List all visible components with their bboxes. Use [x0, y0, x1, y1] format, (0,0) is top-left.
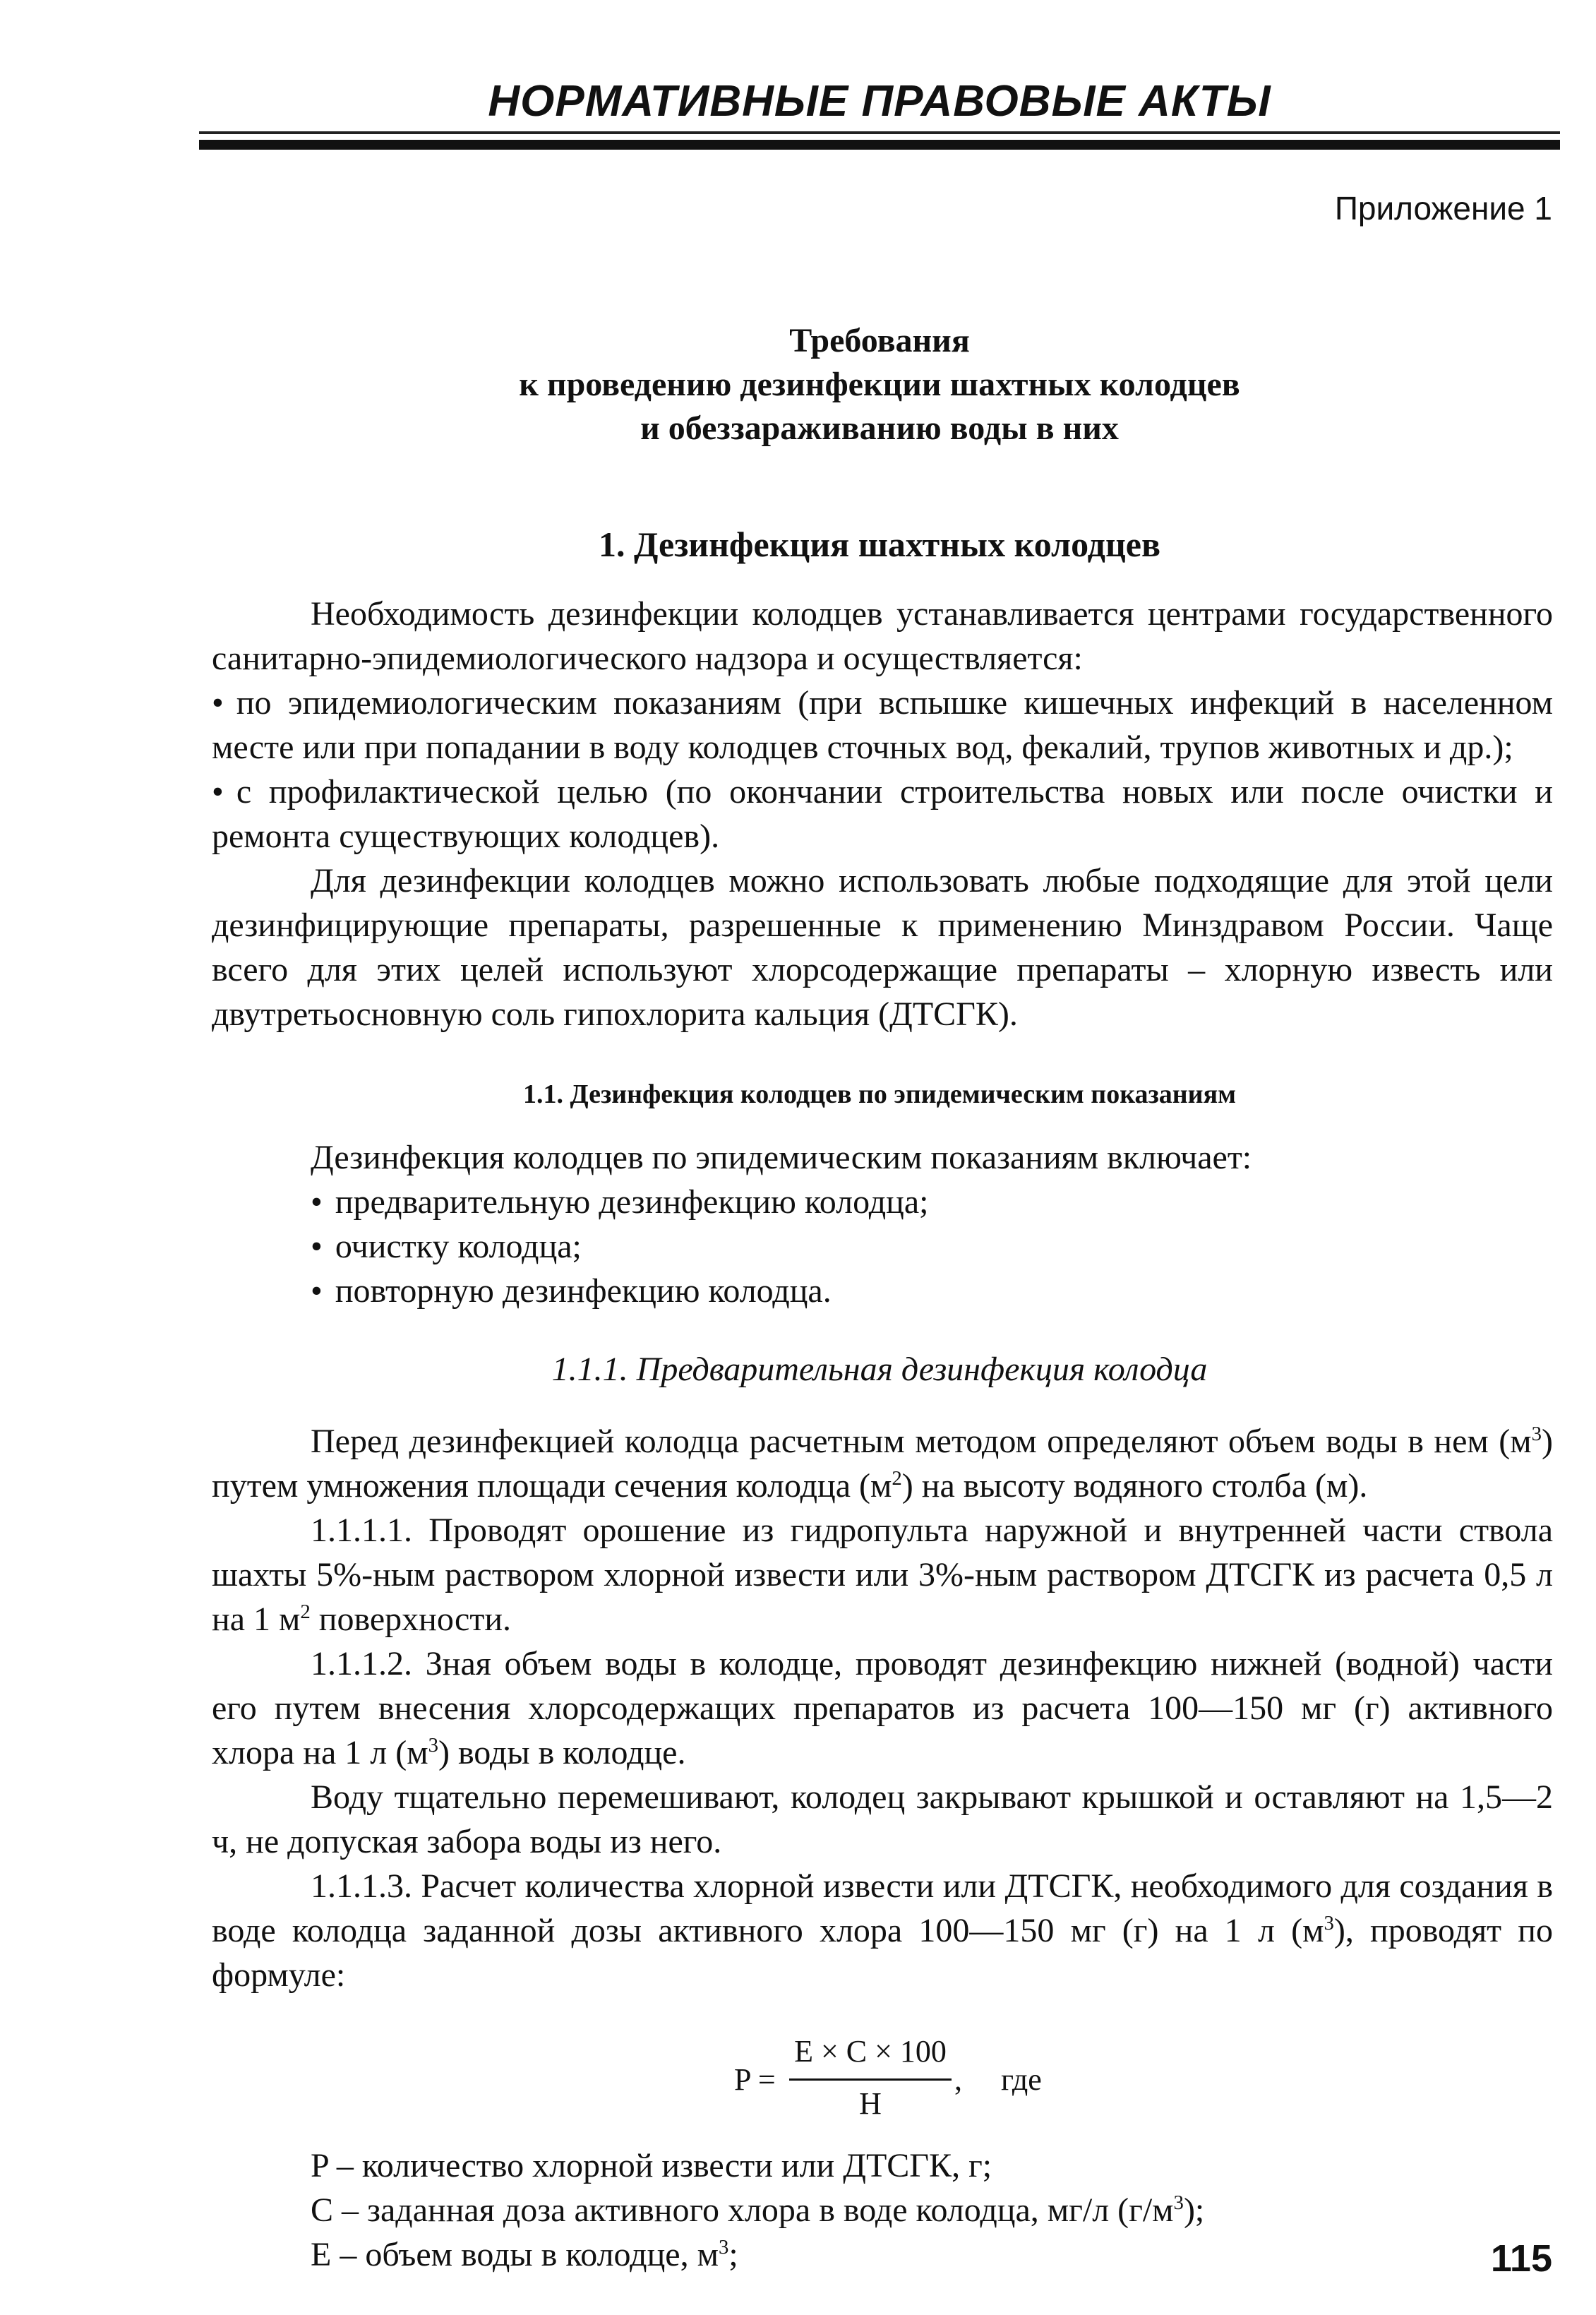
definition-p: P – количество хлорной извести или ДТСГК, г;: [311, 2147, 992, 2184]
formula-lhs: P =: [734, 2062, 776, 2097]
definition-e: E – объем воды в колодце, $м^3$;: [311, 2236, 738, 2273]
item-1-1-1-body: [212, 1419, 1553, 1997]
formula-fraction-bar: [789, 2078, 952, 2081]
item-1-1-1-heading: 1.1.1. Предварительная дезинфекция колодца: [551, 1351, 1208, 1388]
section-1-bullet-2: • с профилактической целью (по окончании строительства новых или после очистки и ремонта существующих колодцев).: [212, 770, 1553, 859]
section-1-heading: 1. Дезинфекция шахтных колодцев: [599, 525, 1160, 564]
appendix-label: Приложение 1: [1334, 190, 1552, 227]
document-title-line-2: к проведению дезинфекции шахтных колодцев: [519, 366, 1240, 403]
formula-where: где: [1001, 2062, 1042, 2097]
document-title-line-3: и обеззараживанию воды в них: [640, 409, 1119, 447]
formula-definitions: [212, 2143, 1553, 2277]
formula-comma: ,: [954, 2062, 962, 2097]
item-1-1-1-2-followup-paragraph: Воду тщательно перемешивают, колодец закрывают крышкой и оставляют на 1,5—2 ч, не допуская забора воды из него.: [212, 1778, 1553, 1860]
subsection-1-1-bullet-1: • предварительную дезинфекцию колодца;: [311, 1180, 1553, 1224]
section-1-body: [212, 592, 1553, 1036]
subsection-1-1-bullet-2: • очистку колодца;: [311, 1224, 1553, 1269]
page-number: 115: [1490, 2237, 1552, 2280]
section-1-bullet-list: [212, 681, 1553, 859]
item-1-1-1-1-paragraph: 1.1.1.1. Проводят орошение из гидропульта наружной и внутренней части ствола шахты 5%-ным раствором хлорной извести или 3%-ным раствором ДТСГК из расчета 0,5 л на 1 $м^2$ поверхности.: [212, 1512, 1553, 1638]
item-1-1-1-3-paragraph: 1.1.1.3. Расчет количества хлорной извести или ДТСГК, необходимого для создания в воде колодца заданной дозы активного хлора 100—150 мг (г) на 1 л $(м^3)$, проводят по формуле:: [212, 1867, 1553, 1994]
formula: [734, 2033, 1186, 2132]
formula-denominator: H: [859, 2086, 882, 2121]
section-1-bullet-1: • по эпидемиологическим показаниям (при вспышке кишечных инфекций в населенном месте или при попадании в воду колодцев сточных вод, фекалий, трупов животных и др.);: [212, 681, 1553, 770]
definition-c: C – заданная доза активного хлора в воде колодца, мг/л $(г/м^3)$;: [311, 2191, 1205, 2229]
section-1-intro: Необходимость дезинфекции колодцев устанавливается центрами государственного санитарно-эпидемиологического надзора и осуществляется:: [212, 595, 1553, 677]
running-header-title: НОРМАТИВНЫЕ ПРАВОВЫЕ АКТЫ: [488, 77, 1271, 126]
document-title-line-1: Требования: [789, 322, 970, 359]
document-title: [199, 319, 1560, 450]
running-header: [199, 76, 1560, 126]
header-rule: [199, 131, 1560, 151]
section-1-paragraph-2: Для дезинфекции колодцев можно использовать любые подходящие для этой цели дезинфицирующие препараты, разрешенные к применению Минздравом России. Чаще всего для этих целей используют хлорсодержащие препараты – хлорную известь или двутретьосновную соль гипохлорита кальция (ДТСГК).: [212, 862, 1553, 1033]
header-rule-thick: [199, 140, 1560, 150]
item-1-1-1-2-paragraph: 1.1.1.2. Зная объем воды в колодце, проводят дезинфекцию нижней (водной) части его путем внесения хлорсодержащих препаратов из расчета 100—150 мг (г) активного хлора на 1 л $(м^3)$ воды в колодце.: [212, 1645, 1553, 1771]
subsection-1-1-intro: Дезинфекция колодцев по эпидемическим показаниям включает:: [311, 1139, 1252, 1176]
item-1-1-1-paragraph-1: Перед дезинфекцией колодца расчетным методом определяют объем воды в нем $(м^3)$ путем умножения площади сечения колодца $(м^2)$ на высоту водяного столба (м).: [212, 1423, 1553, 1505]
subsection-1-1-bullet-list: [212, 1180, 1553, 1313]
subsection-1-1-bullet-3: • повторную дезинфекцию колодца.: [311, 1269, 1553, 1313]
header-rule-thin: [199, 131, 1560, 134]
subsection-1-1-body: [212, 1135, 1553, 1313]
subsection-1-1-heading: 1.1. Дезинфекция колодцев по эпидемическим показаниям: [522, 1079, 1237, 1109]
formula-numerator: E × C × 100: [794, 2034, 947, 2069]
